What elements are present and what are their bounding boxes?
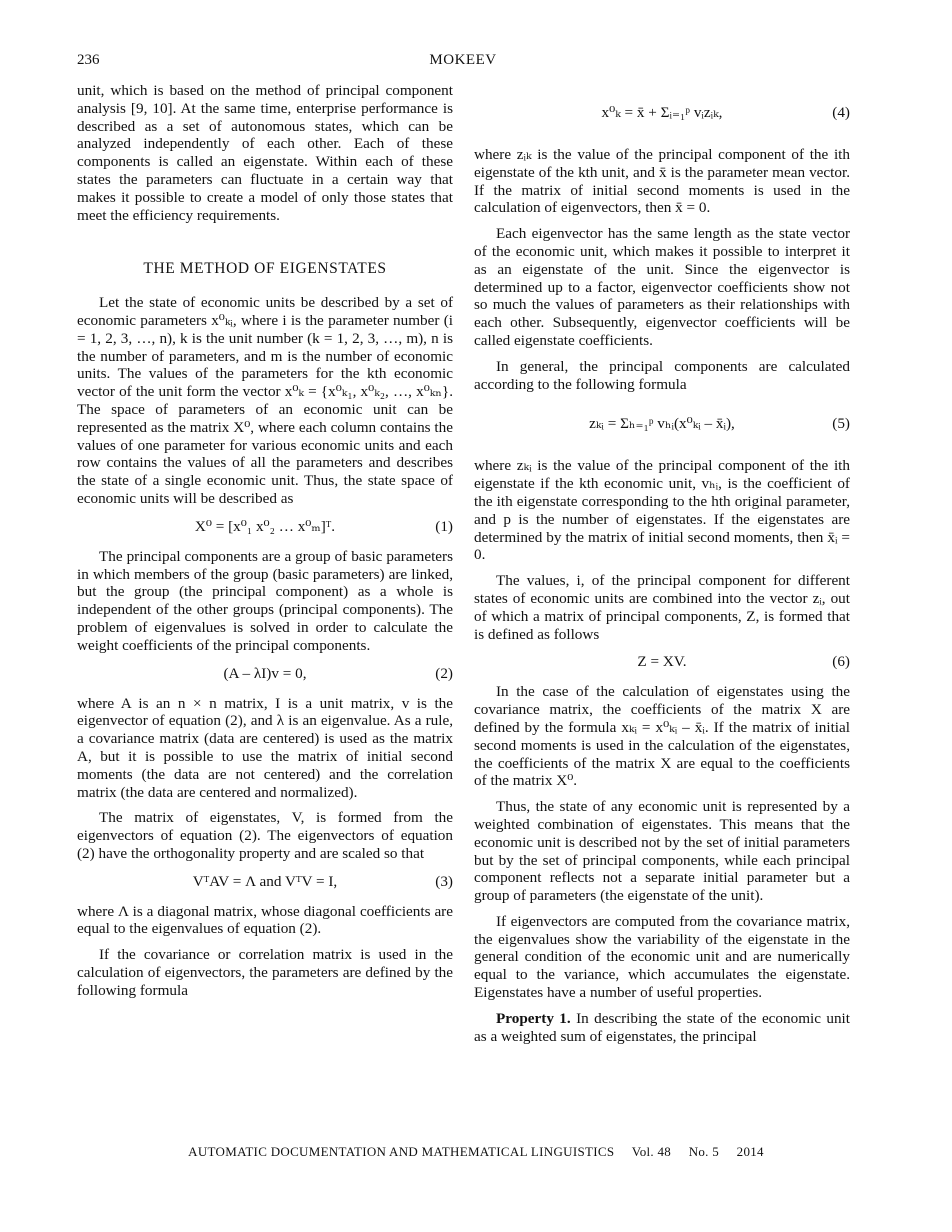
paragraph: In the case of the calculation of eigenstates using the covariance matrix, the coefficients of the matrix X are defined by the formula xₖᵢ = x⁰ₖᵢ – x̄ᵢ. If the matrix of initial second moments is used in the calculation of the eigenstates, the coefficients of the matrix X are equal to the coefficients of the matrix X⁰. [474, 683, 850, 790]
equation-number: (2) [435, 664, 453, 682]
equation-body: X⁰ = [x⁰₁ x⁰₂ … x⁰ₘ]ᵀ. [194, 517, 336, 535]
paragraph: where Λ is a diagonal matrix, whose diagonal coefficients are equal to the eigenvalues of equation (2). [77, 902, 453, 938]
year: 2014 [736, 1144, 764, 1159]
equation-2 [77, 663, 453, 685]
issue: No. 5 [688, 1144, 720, 1159]
page-header [77, 52, 849, 72]
equation-number: (3) [435, 872, 453, 890]
journal-name: AUTOMATIC DOCUMENTATION AND MATHEMATICAL LINGUISTICS [188, 1144, 615, 1159]
equation-body: Z = XV. [637, 653, 687, 671]
equation-number: (4) [832, 104, 850, 121]
page-footer [0, 1144, 952, 1160]
paragraph: Let the state of economic units be described by a set of economic parameters x⁰ₖᵢ, where i is the parameter number (i = 1, 2, 3, …, n), k is the unit number (k = 1, 2, 3, …, m), n is the number of parameters, and m is the number of economic units. The values of the parameters for the kth economic vector of the unit form the vector x⁰ₖ = {x⁰ₖ₁, x⁰ₖ₂, …, x⁰ₖₙ}. The space of parameters of an economic unit can be represented as the matrix X⁰, where each column contains the values of one parameter for various economic units and each row contains the values of all the parameters and describes the state of a single economic unit. Thus, the state space of economic units will be described as [77, 294, 453, 507]
paragraph-text: In describing the state of the economic unit as a weighted sum of eigenstates, the principal [474, 1009, 850, 1045]
equation-4 [474, 90, 850, 136]
page-number: 236 [77, 52, 100, 68]
equation-number: (5) [832, 415, 850, 433]
paragraph [474, 1010, 850, 1046]
equation-6 [474, 651, 850, 673]
equation-body: zₖᵢ = Σₕ₌₁ᵖ vₕᵢ(x⁰ₖᵢ – x̄ᵢ), [589, 415, 735, 433]
paragraph: unit, which is based on the method of principal component analysis [9, 10]. At the same time, enterprise performance is described as a set of autonomous states, which can be analyzed independently of each other. Each of these components is called an eigenstate. Within each of these states the parameters can fluctuate in a certain way that makes it possible to create a model of only those states that meet the efficiency requirements. [77, 82, 453, 224]
paragraph: where A is an n × n matrix, I is a unit matrix, v is the eigenvector of equation (2), and λ is an eigenvalue. As a rule, a covariance matrix (data are centered) is used as the matrix A, but it is possible to use the matrix of initial second moments (the data are not centered) and the correlation matrix (the data are centered and normalized). [77, 694, 453, 801]
section-title: THE METHOD OF EIGENSTATES [143, 260, 387, 278]
right-column [474, 82, 850, 1053]
volume: Vol. 48 [631, 1144, 672, 1159]
equation-body: (A – λI)v = 0, [223, 664, 307, 682]
paragraph: where zₖᵢ is the value of the principal component of the ith eigenstate if the kth economic unit, vₕᵢ, is the coefficient of the ith eigenstate corresponding to the hth original parameter, and p is the number of eigenstates. If the eigenstates are determined by the matrix of initial second moments, then x̄ᵢ = 0. [474, 457, 850, 564]
paragraph: The principal components are a group of basic parameters in which members of the group (basic parameters) are linked, but the group (the principal component) as a whole is independent of the other groups (principal components). The problem of eigenvalues is solved in order to calculate the weight coefficients of the principal components. [77, 547, 453, 654]
paragraph: If the covariance or correlation matrix is used in the calculation of eigenvectors, the parameters are defined by the following formula [77, 946, 453, 999]
equation-body: x⁰ₖ = x̄ + Σᵢ₌₁ᵖ vᵢzᵢₖ, [601, 104, 723, 121]
paragraph: Thus, the state of any economic unit is represented by a weighted combination of eigenstates. This means that the economic unit is described not by the set of initial parameters but by the set of principal components, while each principal component reflects not a separate initial parameter but a group of parameters (the eigenstate of the unit). [474, 798, 850, 905]
equation-body: VᵀAV = Λ and VᵀV = I, [192, 872, 338, 890]
paragraph: where zᵢₖ is the value of the principal component of the ith eigenstate of the kth unit, and x̄ is the parameter mean vector. If the matrix of initial second moments is used in the calculation of eigenvectors, then x̄ = 0. [474, 146, 850, 217]
left-column [77, 82, 453, 1008]
paragraph: If eigenvectors are computed from the covariance matrix, the eigenvalues show the variability of the eigenstate in the general condition of the economic unit and are numerically equal to the variance, which accumulates the eigenstate. Eigenstates have a number of useful properties. [474, 912, 850, 1002]
paragraph: The values, i, of the principal component for different states of economic units are combined into the vector zᵢ, out of which a matrix of principal components, Z, is formed that is defined as follows [474, 572, 850, 643]
paragraph: The matrix of eigenstates, V, is formed from the eigenvectors of equation (2). The eigenvectors of equation (2) have the orthogonality property and are scaled so that [77, 809, 453, 862]
property-label: Property 1. [496, 1009, 571, 1027]
equation-5 [474, 401, 850, 447]
equation-1 [77, 516, 453, 538]
equation-number: (1) [435, 517, 453, 535]
paragraph: Each eigenvector has the same length as the state vector of the economic unit, which makes it possible to interpret it as an eigenstate of the unit. Since the eigenvector is determined up to a factor, eigenvector coefficients show not so much the values of parameters as their relationships with each other. Subsequently, eigenvector coefficients will be called eigenstate coefficients. [474, 225, 850, 349]
equation-3 [77, 871, 453, 893]
equation-number: (6) [832, 653, 850, 671]
paragraph: In general, the principal components are calculated according to the following formula [474, 357, 850, 393]
running-title: MOKEEV [429, 52, 497, 68]
